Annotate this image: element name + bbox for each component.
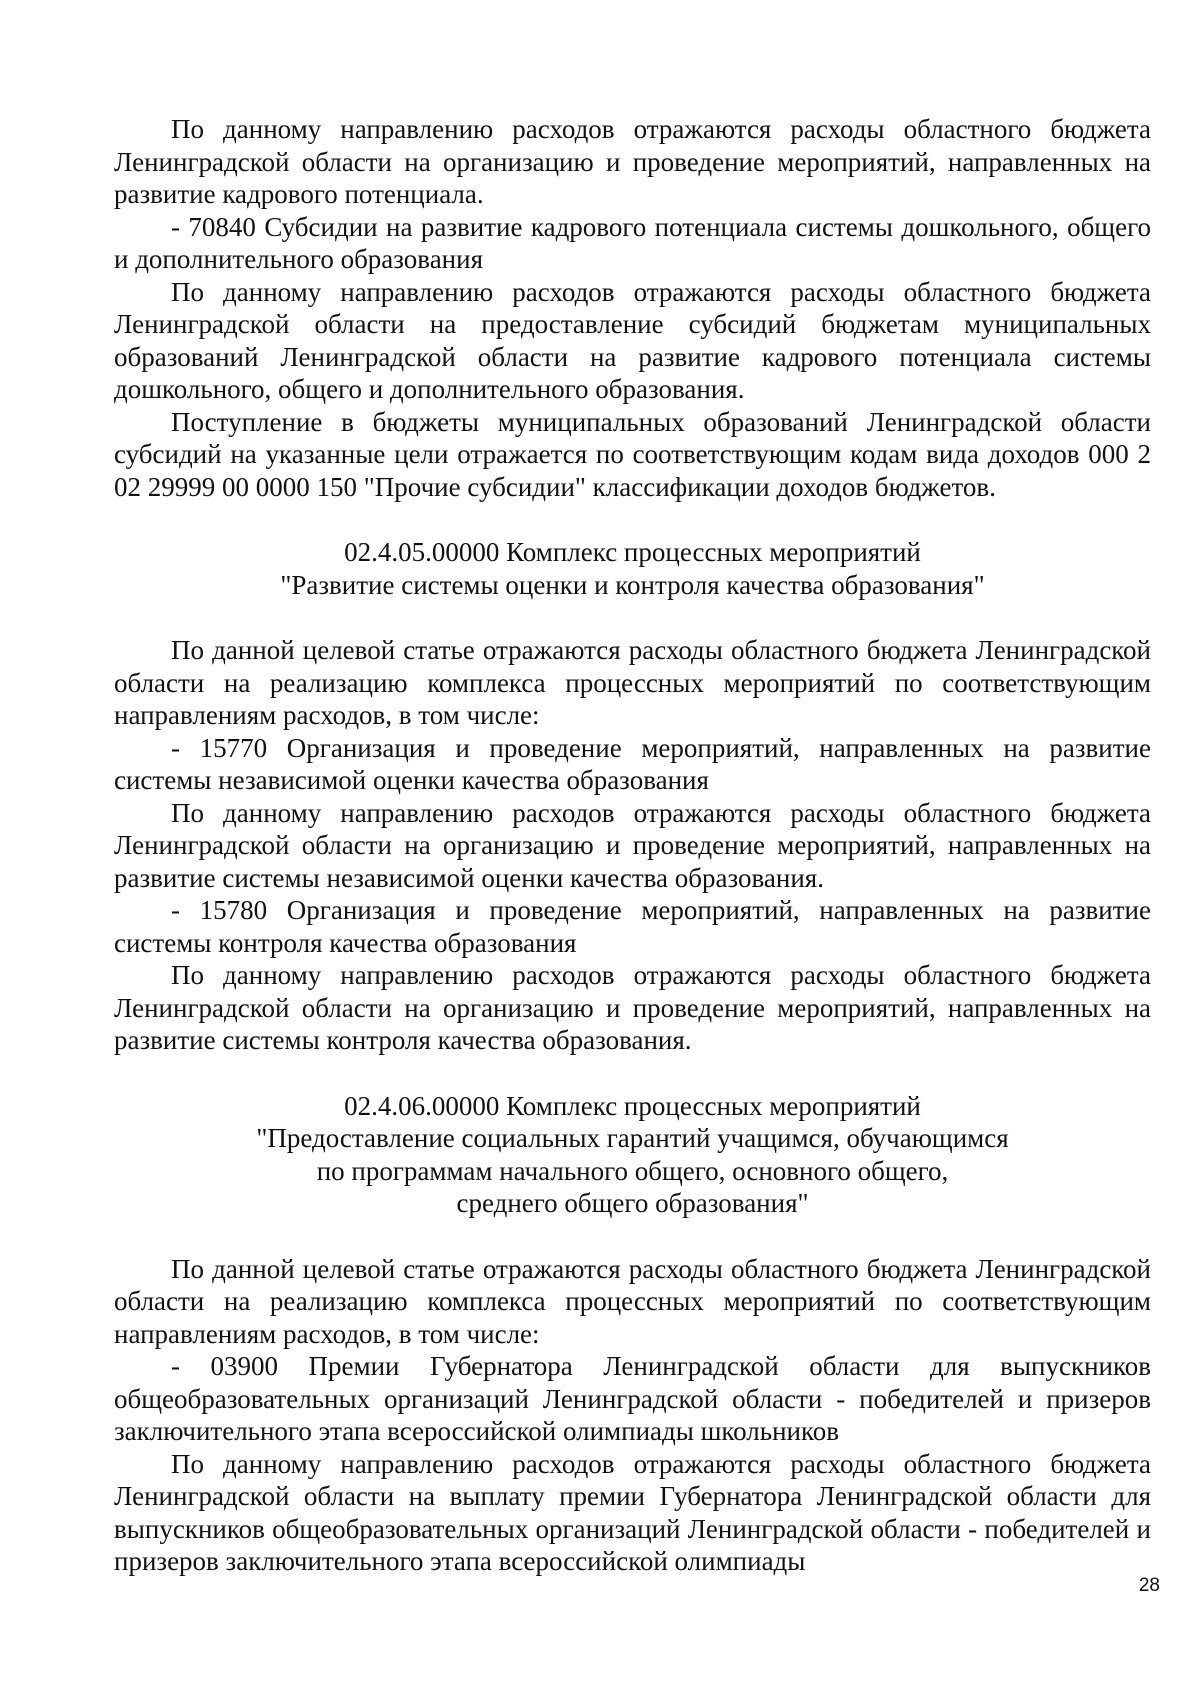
section-heading-line: среднего общего образования" — [456, 1188, 809, 1218]
document-body — [114, 113, 1151, 1578]
spacer — [114, 503, 1151, 536]
spacer — [114, 1220, 1151, 1253]
paragraph: По данному направлению расходов отражаются расходы областного бюджета Ленинградской области на организацию и проведение мероприятий, направленных на развитие системы контроля качества образования. — [114, 960, 1151, 1055]
paragraph: По данному направлению расходов отражаются расходы областного бюджета Ленинградской области на выплату премии Губернатора Ленинградской области для выпускников общеобразовательных организаций Ленинградской области - победителей и призеров заключительного этапа всероссийской олимпиады — [114, 1448, 1151, 1576]
section-heading-line: 02.4.05.00000 Комплекс процессных мероприятий — [344, 537, 921, 567]
paragraph: По данной целевой статье отражаются расходы областного бюджета Ленинградской области на реализацию комплекса процессных мероприятий по соответствующим направлениям расходов, в том числе: — [114, 635, 1151, 730]
paragraph: - 03900 Премии Губернатора Ленинградской области для выпускников общеобразовательных организаций Ленинградской области - победителей и призеров заключительного этапа всероссийской олимпиады школьников — [114, 1351, 1151, 1446]
paragraph: По данной целевой статье отражаются расходы областного бюджета Ленинградской области на реализацию комплекса процессных мероприятий по соответствующим направлениям расходов, в том числе: — [114, 1253, 1151, 1349]
paragraph: Поступление в бюджеты муниципальных образований Ленинградской области субсидий на указанные цели отражается по соответствующим кодам вида доходов 000 2 02 29999 00 0000 150 "Прочие субсидии" классификации доходов бюджетов. — [114, 406, 1151, 502]
section-heading-line: "Предоставление социальных гарантий учащимся, обучающимся — [256, 1123, 1009, 1153]
paragraph: - 70840 Субсидии на развитие кадрового потенциала системы дошкольного, общего и дополнительного образования — [114, 211, 1151, 274]
page-number: 28 — [1138, 1575, 1160, 1596]
paragraph: - 15780 Организация и проведение мероприятий, направленных на развитие системы контроля качества образования — [114, 895, 1151, 958]
paragraph: По данному направлению расходов отражаются расходы областного бюджета Ленинградской области на организацию и проведение мероприятий, направленных на развитие кадрового потенциала. — [114, 114, 1151, 209]
paragraph: По данному направлению расходов отражаются расходы областного бюджета Ленинградской области на организацию и проведение мероприятий, направленных на развитие системы независимой оценки качества образования. — [114, 797, 1151, 893]
section-heading-line: "Развитие системы оценки и контроля качества образования" — [280, 569, 985, 600]
section-heading-line: по программам начального общего, основного общего, — [316, 1155, 949, 1186]
paragraph: - 15770 Организация и проведение мероприятий, направленных на развитие системы независимой оценки качества образования — [114, 732, 1151, 795]
spacer — [114, 601, 1151, 634]
paragraph: По данному направлению расходов отражаются расходы областного бюджета Ленинградской области на предоставление субсидий бюджетам муниципальных образований Ленинградской области на развитие кадрового потенциала системы дошкольного, общего и дополнительного образования. — [114, 276, 1151, 404]
section-heading-line: 02.4.06.00000 Комплекс процессных мероприятий — [344, 1090, 921, 1121]
spacer — [114, 1057, 1151, 1090]
section-heading — [114, 1090, 1151, 1220]
section-heading — [114, 536, 1151, 601]
